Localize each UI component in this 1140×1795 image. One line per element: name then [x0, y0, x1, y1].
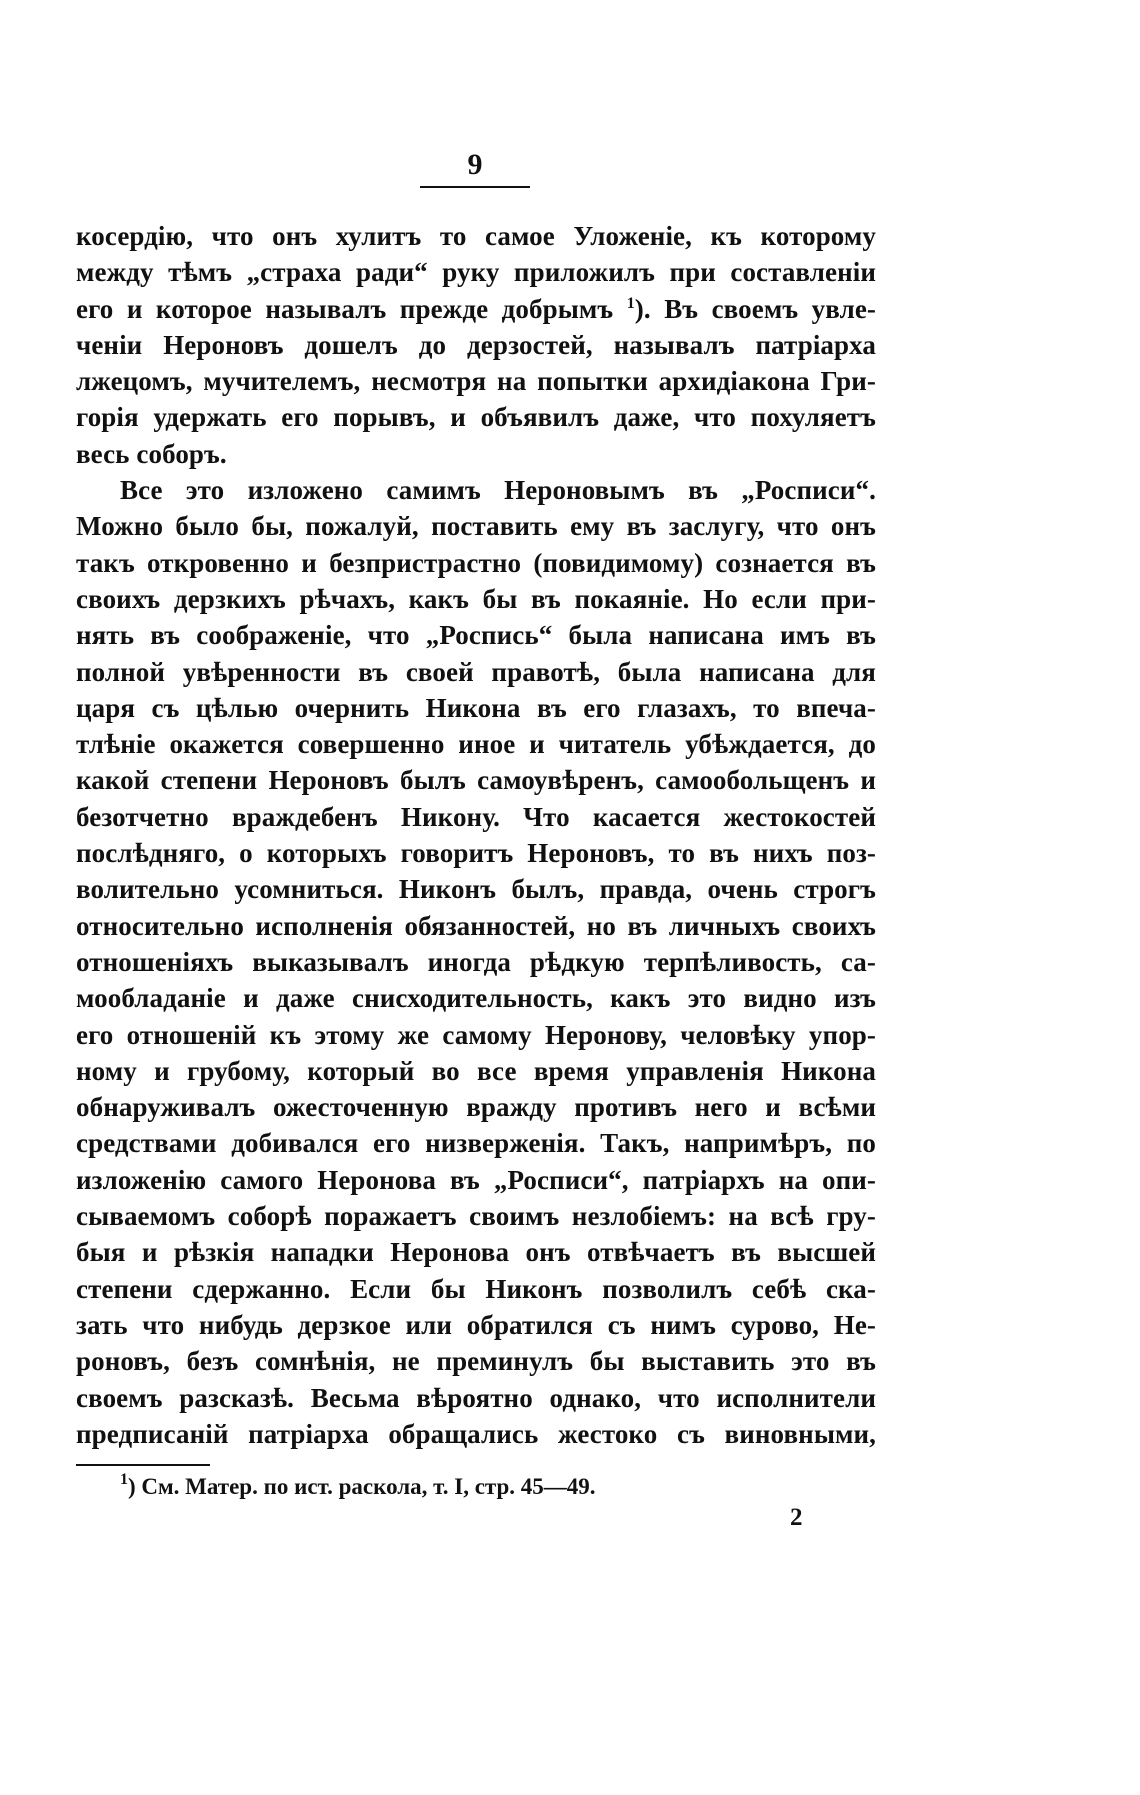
text-line: изложенію самого Неронова въ „Росписи“, патріархъ на опи- — [76, 1164, 876, 1195]
text-line: послѣдняго, о которыхъ говоритъ Нероновъ, то въ нихъ поз- — [76, 838, 876, 869]
text-line: нять въ соображеніе, что „Роспись“ была написана имъ въ — [76, 620, 876, 651]
footnote-text: ) См. Матер. по ист. раскола, т. I, стр. 45—49. — [128, 1474, 596, 1499]
text-line: безотчетно враждебенъ Никону. Что касается жестокостей — [76, 801, 876, 832]
page-number: 9 — [467, 148, 483, 181]
text-line: своемъ разсказѣ. Весьма вѣроятно однако, что исполнители — [76, 1382, 876, 1413]
text-line: царя съ цѣлью очернить Никона въ его глазахъ, то впеча- — [76, 692, 876, 723]
text-line: быя и рѣзкія нападки Неронова онъ отвѣчаетъ въ высшей — [76, 1237, 876, 1268]
text-line: обнаруживалъ ожесточенную вражду противъ него и всѣми — [76, 1092, 876, 1123]
header-rule — [420, 186, 530, 188]
text-line: его отношеній къ этому же самому Неронову, человѣку упор- — [76, 1019, 876, 1050]
body-text — [76, 218, 876, 1452]
text-line: сываемомъ соборѣ поражаетъ своимъ незлобіемъ: на всѣ гру- — [76, 1201, 876, 1232]
text-line: средствами добивался его низверженія. Такъ, напримѣръ, по — [76, 1128, 876, 1159]
text-line: Можно было бы, пожалуй, поставить ему въ заслугу, что онъ — [76, 511, 876, 542]
text-line: лжецомъ, мучителемъ, несмотря на попытки архидіакона Гри- — [76, 366, 876, 397]
text-line-part: ). Въ своемъ увле- — [634, 293, 876, 324]
signature-mark: 2 — [790, 1504, 803, 1531]
text-line: ному и грубому, который во все время управленія Никона — [76, 1055, 876, 1086]
text-line: относительно исполненія обязанностей, но въ личныхъ своихъ — [76, 910, 876, 941]
text-line: ченіи Нероновъ дошелъ до дерзостей, называлъ патріарха — [76, 329, 876, 360]
text-line: такъ откровенно и безпристрастно (повидимому) сознается въ — [76, 547, 876, 578]
text-line: степени сдержанно. Если бы Никонъ позволилъ себѣ ска- — [76, 1273, 876, 1304]
text-line: какой степени Нероновъ былъ самоувѣренъ, самообольщенъ и — [76, 765, 876, 796]
text-line: косердію, что онъ хулитъ то самое Уложеніе, къ которому — [76, 221, 876, 251]
footnote-number: 1 — [120, 1471, 128, 1488]
text-line-part: его и которое называлъ прежде добрымъ — [76, 293, 614, 324]
text-line: отношеніяхъ выказывалъ иногда рѣдкую терпѣливость, са- — [76, 946, 876, 977]
text-line: волительно усомниться. Никонъ былъ, правда, очень строгъ — [76, 874, 876, 905]
text-line: предписаній патріарха обращались жестоко съ виновными, — [76, 1418, 876, 1449]
text-line: полной увѣренности въ своей правотѣ, была написана для — [76, 656, 876, 687]
footnote — [120, 1471, 596, 1500]
text-line: зать что нибудь дерзкое или обратился съ нимъ сурово, Не- — [76, 1309, 876, 1340]
text-line: горія удержать его порывъ, и объявилъ даже, что похуляетъ — [76, 402, 876, 433]
text-line: своихъ дерзкихъ рѣчахъ, какъ бы въ покаяніе. Но если при- — [76, 583, 876, 614]
footnote-marker: 1 — [626, 294, 635, 312]
text-line: Все это изложено самимъ Нероновымъ въ „Росписи“. — [120, 475, 876, 506]
text-line: тлѣніе окажется совершенно иное и читатель убѣждается, до — [76, 729, 876, 760]
text-line: мообладаніе и даже снисходительность, какъ это видно изъ — [76, 983, 876, 1014]
text-line: роновъ, безъ сомнѣнія, не преминулъ бы выставить это въ — [76, 1346, 876, 1377]
text-line: между тѣмъ „страха ради“ руку приложилъ при составленіи — [76, 257, 876, 288]
footnote-rule — [76, 1464, 210, 1466]
text-line — [76, 291, 876, 327]
text-line: весь соборъ. — [76, 438, 227, 469]
